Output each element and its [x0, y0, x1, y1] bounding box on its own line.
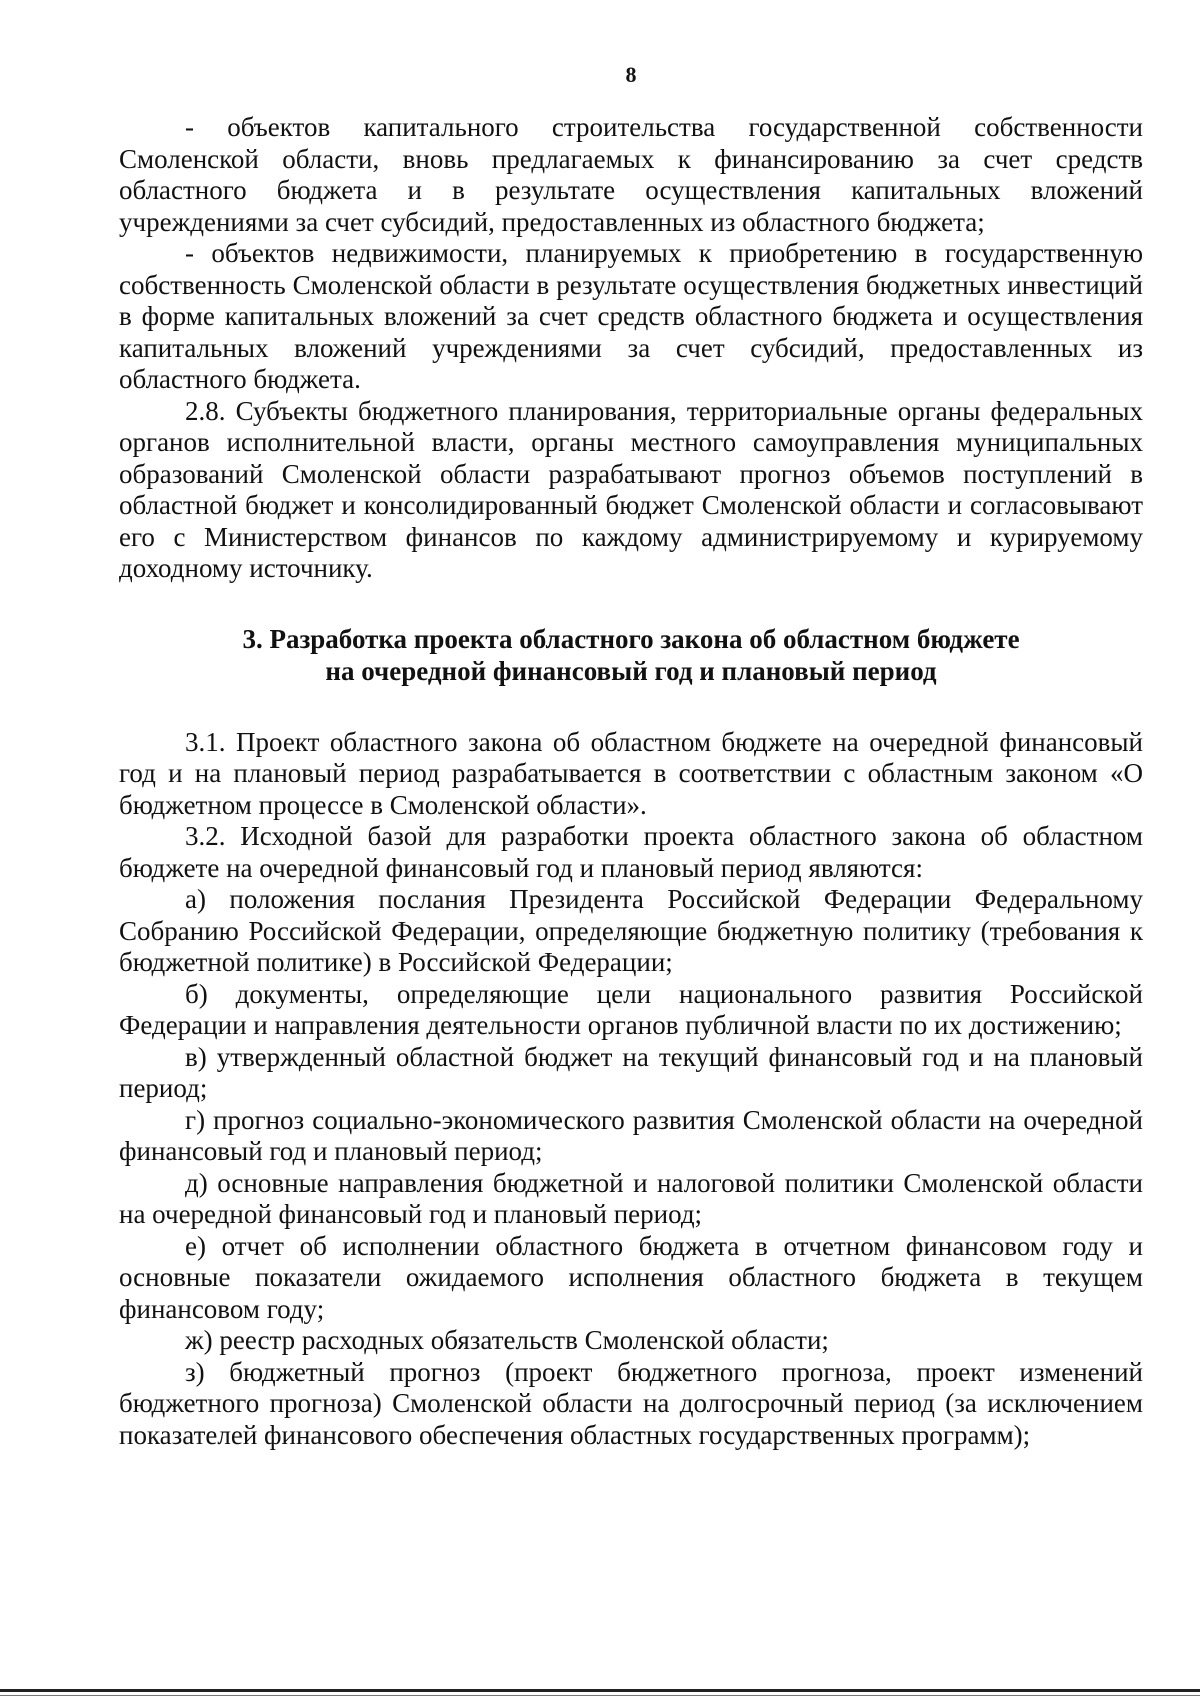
list-item-g: г) прогноз социально-экономического развития Смоленской области на очередной финансовый год и плановый период;: [119, 1104, 1143, 1166]
list-item-b: б) документы, определяющие цели национального развития Российской Федерации и направления деятельности органов публичной власти по их достижению;: [119, 978, 1143, 1040]
scan-bottom-rule: [0, 1689, 1200, 1692]
list-item-a: а) положения послания Президента Российской Федерации Федеральному Собранию Российской Федерации, определяющие бюджетную политику (требования к бюджетной политике) в Российской Федерации;: [119, 884, 1143, 977]
page-number: 8: [625, 62, 637, 87]
paragraph-capital-construction: - объектов капитального строительства государственной собственности Смоленской области, вновь предлагаемых к финансированию за счет средств областного бюджета и в результате осуществления капитальных вложений учреждениями за счет субсидий, предоставленных из областного бюджета;: [119, 112, 1143, 237]
list-item-e: е) отчет об исполнении областного бюджета в отчетном финансовом году и основные показатели ожидаемого исполнения областного бюджета в текущем финансовом году;: [119, 1230, 1143, 1324]
list-item-zh: ж) реестр расходных обязательств Смоленской области;: [185, 1325, 829, 1355]
section-heading-line-2: на очередной финансовый год и плановый период: [325, 655, 937, 686]
paragraph-3-1: 3.1. Проект областного закона об областном бюджете на очередной финансовый год и на плановый период разрабатывается в соответствии с областным законом «О бюджетном процессе в Смоленской области».: [119, 726, 1143, 820]
document-body: [119, 112, 1143, 1451]
list-item-v: в) утвержденный областной бюджет на текущий финансовый год и на плановый период;: [119, 1041, 1143, 1103]
paragraph-3-2: 3.2. Исходной базой для разработки проекта областного закона об областном бюджете на очередной финансовый год и плановый период являются:: [119, 821, 1143, 883]
list-item-z: з) бюджетный прогноз (проект бюджетного прогноза, проект изменений бюджетного прогноза) Смоленской области на долгосрочный период (за исключением показателей финансового обеспечения областных государственных программ);: [119, 1356, 1143, 1450]
paragraph-2-8: 2.8. Субъекты бюджетного планирования, территориальные органы федеральных органов исполнительной власти, органы местного самоуправления муниципальных образований Смоленской области разрабатывают прогноз объемов поступлений в областной бюджет и консолидированный бюджет Смоленской области и согласовывают его с Министерством финансов по каждому администрируемому и курируемому доходному источнику.: [119, 395, 1143, 583]
section-heading: [119, 623, 1143, 687]
paragraph-real-estate: - объектов недвижимости, планируемых к приобретению в государственную собственность Смоленской области в результате осуществления бюджетных инвестиций в форме капитальных вложений за счет средств областного бюджета и осуществления капитальных вложений учреждениями за счет субсидий, предоставленных из областного бюджета.: [119, 238, 1143, 394]
list-item-d: д) основные направления бюджетной и налоговой политики Смоленской области на очередной финансовый год и плановый период;: [119, 1167, 1143, 1229]
scan-bottom-rule-thin: [0, 1695, 1200, 1696]
section-heading-line-1: 3. Разработка проекта областного закона об областном бюджете: [242, 623, 1020, 654]
